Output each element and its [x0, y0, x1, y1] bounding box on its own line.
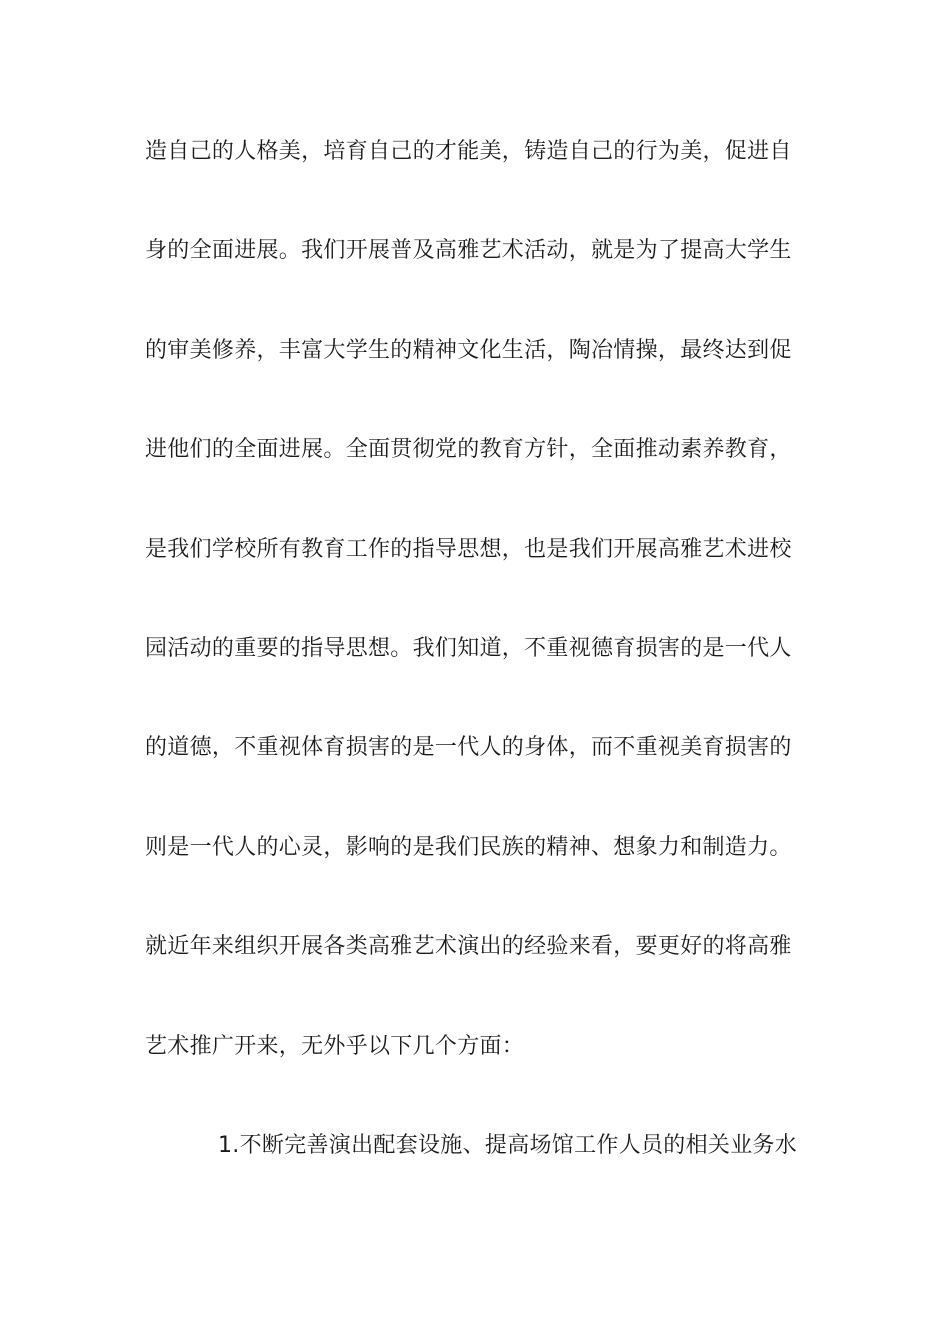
text-line-6: 园活动的重要的指导思想。我们知道，不重视德育损害的是一代人: [145, 635, 792, 661]
text-line-5: 是我们学校所有教育工作的指导思想，也是我们开展高雅艺术进校: [145, 536, 792, 562]
text-line-8: 则是一代人的心灵，影响的是我们民族的精神、想象力和制造力。: [145, 834, 792, 860]
text-line-10: 艺术推广开来，无外乎以下几个方面：: [145, 1033, 525, 1059]
text-line-4: 进他们的全面进展。全面贯彻党的教育方针，全面推动素养教育，: [145, 437, 792, 463]
text-line-3: 的审美修养，丰富大学生的精神文化生活，陶冶情操，最终达到促: [145, 337, 792, 363]
body-text: [145, 132, 810, 1225]
list-item-1: 1.不断完善演出配套设施、提高场馆工作人员的相关业务水: [218, 1132, 798, 1158]
text-line-1: 造自己的人格美，培育自己的才能美，铸造自己的行为美，促进自: [145, 139, 792, 164]
text-line-7: 的道德，不重视体育损害的是一代人的身体，而不重视美育损害的: [145, 735, 792, 761]
text-line-2: 身的全面进展。我们开展普及高雅艺术活动，就是为了提高大学生: [145, 238, 792, 264]
text-line-9: 就近年来组织开展各类高雅艺术演出的经验来看，要更好的将高雅: [145, 934, 792, 960]
